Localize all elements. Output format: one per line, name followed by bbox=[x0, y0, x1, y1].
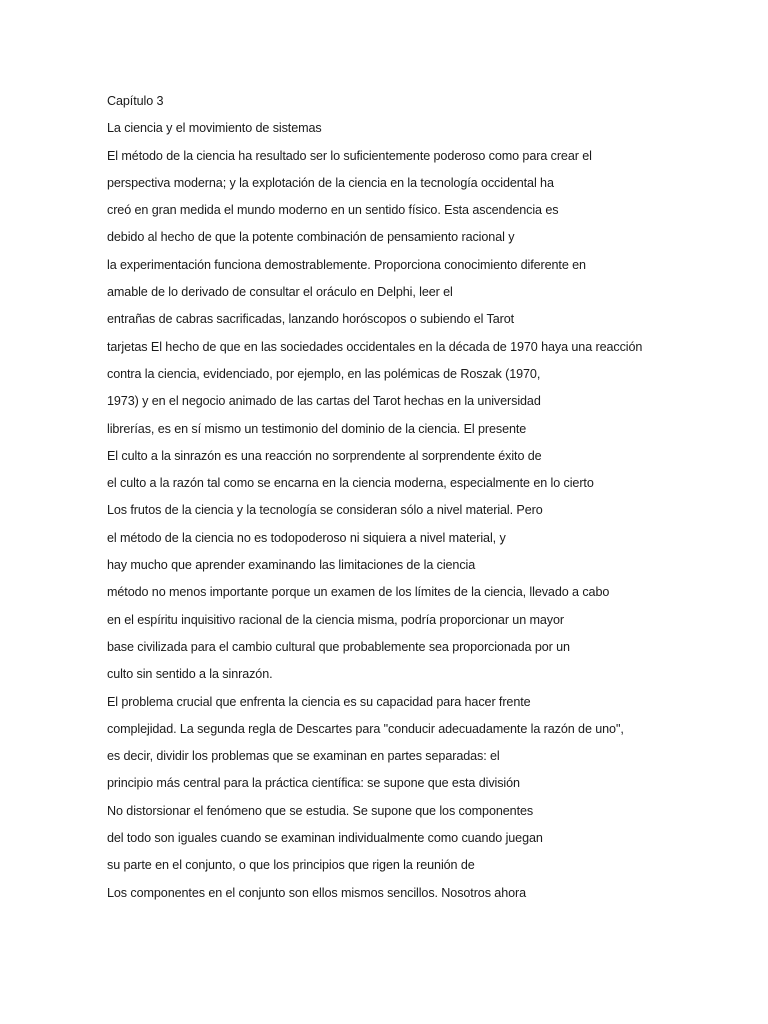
text-line: método no menos importante porque un examen de los límites de la ciencia, llevado a cabo bbox=[107, 585, 610, 600]
text-line: No distorsionar el fenómeno que se estudia. Se supone que los componentes bbox=[107, 803, 534, 818]
text-line: librerías, es en sí mismo un testimonio del dominio de la ciencia. El presente bbox=[107, 421, 527, 436]
text-line: Los frutos de la ciencia y la tecnología se consideran sólo a nivel material. Pero bbox=[107, 503, 543, 518]
text-line: culto sin sentido a la sinrazón. bbox=[107, 667, 273, 682]
chapter-heading: Capítulo 3 bbox=[107, 94, 164, 108]
text-line: complejidad. La segunda regla de Descartes para "conducir adecuadamente la razón de uno", bbox=[107, 721, 624, 736]
text-line: del todo son iguales cuando se examinan individualmente como cuando juegan bbox=[107, 831, 543, 846]
text-line: creó en gran medida el mundo moderno en un sentido físico. Esta ascendencia es bbox=[107, 203, 559, 218]
text-line: en el espíritu inquisitivo racional de la ciencia misma, podría proporcionar un mayor bbox=[107, 612, 565, 627]
text-line: entrañas de cabras sacrificadas, lanzando horóscopos o subiendo el Tarot bbox=[107, 312, 515, 327]
text-line: contra la ciencia, evidenciado, por ejemplo, en las polémicas de Roszak (1970, bbox=[107, 366, 541, 381]
text-line: hay mucho que aprender examinando las limitaciones de la ciencia bbox=[107, 558, 476, 573]
text-line: 1973) y en el negocio animado de las cartas del Tarot hechas en la universidad bbox=[107, 394, 541, 409]
chapter-title: La ciencia y el movimiento de sistemas bbox=[107, 121, 322, 136]
text-line: Los componentes en el conjunto son ellos mismos sencillos. Nosotros ahora bbox=[107, 885, 527, 900]
text-line: la experimentación funciona demostrablemente. Proporciona conocimiento diferente en bbox=[107, 257, 586, 272]
text-line: El problema crucial que enfrenta la ciencia es su capacidad para hacer frente bbox=[107, 694, 531, 709]
text-line: su parte en el conjunto, o que los principios que rigen la reunión de bbox=[107, 858, 475, 873]
text-line: amable de lo derivado de consultar el oráculo en Delphi, leer el bbox=[107, 285, 453, 300]
text-line: es decir, dividir los problemas que se examinan en partes separadas: el bbox=[107, 749, 500, 764]
text-line: el culto a la razón tal como se encarna en la ciencia moderna, especialmente en lo cierto bbox=[107, 476, 594, 491]
text-line: el método de la ciencia no es todopoderoso ni siquiera a nivel material, y bbox=[107, 530, 506, 545]
text-line: perspectiva moderna; y la explotación de la ciencia en la tecnología occidental ha bbox=[107, 175, 554, 190]
text-line: base civilizada para el cambio cultural que probablemente sea proporcionada por un bbox=[107, 639, 570, 654]
text-line: principio más central para la práctica científica: se supone que esta división bbox=[107, 776, 520, 791]
text-line: debido al hecho de que la potente combinación de pensamiento racional y bbox=[107, 230, 515, 245]
text-line: El método de la ciencia ha resultado ser lo suficientemente poderoso como para crear el bbox=[107, 148, 592, 163]
document-text bbox=[107, 88, 727, 907]
text-line: tarjetas El hecho de que en las sociedades occidentales en la década de 1970 haya una reacción bbox=[107, 339, 643, 354]
text-line: El culto a la sinrazón es una reacción no sorprendente al sorprendente éxito de bbox=[107, 448, 542, 463]
